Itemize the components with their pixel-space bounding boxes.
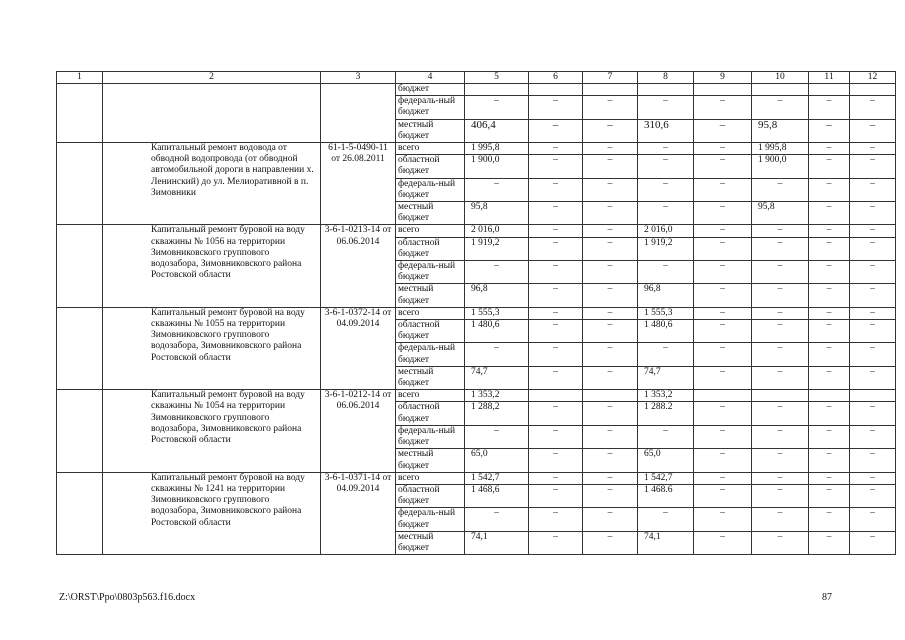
value-cell: – xyxy=(850,155,896,178)
value-cell: – xyxy=(529,143,583,155)
table-row xyxy=(57,472,896,484)
value-cell: – xyxy=(529,225,583,237)
value-cell: – xyxy=(694,366,752,389)
value-cell: – xyxy=(809,143,850,155)
value-cell: – xyxy=(583,472,638,484)
column-number-header: 3 xyxy=(321,72,396,84)
value-cell: 1 480,6 xyxy=(638,320,694,343)
doc-number-cell: 3-6-1-0212-14 от 06.06.2014 xyxy=(321,390,396,472)
value-cell: – xyxy=(583,449,638,472)
value-cell: – xyxy=(465,96,529,119)
funding-source-cell: федераль-ный бюджет xyxy=(396,508,465,531)
table-row xyxy=(57,84,896,96)
funding-source-cell: федераль-ный бюджет xyxy=(396,343,465,366)
value-cell: – xyxy=(752,484,809,507)
value-cell: – xyxy=(638,202,694,225)
column-number-header: 7 xyxy=(583,72,638,84)
value-cell: – xyxy=(638,343,694,366)
value-cell: – xyxy=(529,449,583,472)
value-cell: – xyxy=(638,155,694,178)
value-cell: – xyxy=(583,155,638,178)
value-cell: – xyxy=(850,307,896,319)
value-cell: 2 016,0 xyxy=(638,225,694,237)
value-cell: – xyxy=(465,261,529,284)
value-cell: 1 542,7 xyxy=(465,472,529,484)
table-row xyxy=(57,225,896,237)
value-cell: – xyxy=(850,366,896,389)
value-cell: – xyxy=(809,320,850,343)
funding-source-cell: областной бюджет xyxy=(396,484,465,507)
value-cell: – xyxy=(583,531,638,554)
project-name-cell: Капитальный ремонт буровой на воду скважины № 1241 на территории Зимовниковского группового водозабора, Зимовниковского района Ростовской области xyxy=(103,472,321,554)
value-cell: – xyxy=(583,402,638,425)
funding-source-cell: всего xyxy=(396,307,465,319)
value-cell: – xyxy=(583,284,638,307)
value-cell: – xyxy=(850,143,896,155)
value-cell: – xyxy=(752,343,809,366)
value-cell: – xyxy=(638,143,694,155)
value-cell: – xyxy=(465,425,529,448)
funding-source-cell: всего xyxy=(396,472,465,484)
funding-source-cell: федераль-ный бюджет xyxy=(396,425,465,448)
column-number-row xyxy=(57,72,896,84)
value-cell: 2 016,0 xyxy=(465,225,529,237)
value-cell xyxy=(465,84,529,96)
value-cell: – xyxy=(583,225,638,237)
column-number-header: 5 xyxy=(465,72,529,84)
value-cell: – xyxy=(694,508,752,531)
value-cell: – xyxy=(583,119,638,142)
footer-file-path: Z:\ORST\Ppo\0803p563.f16.docx xyxy=(59,592,196,603)
value-cell: – xyxy=(638,96,694,119)
value-cell: 96,8 xyxy=(638,284,694,307)
table-row xyxy=(57,307,896,319)
value-cell: – xyxy=(529,531,583,554)
value-cell: – xyxy=(694,343,752,366)
value-cell: – xyxy=(529,96,583,119)
value-cell: – xyxy=(752,261,809,284)
value-cell: 74,1 xyxy=(638,531,694,554)
value-cell: 1 900,0 xyxy=(752,155,809,178)
value-cell: – xyxy=(529,425,583,448)
value-cell: 96,8 xyxy=(465,284,529,307)
value-cell: – xyxy=(850,508,896,531)
value-cell: – xyxy=(694,320,752,343)
value-cell: – xyxy=(850,261,896,284)
value-cell: – xyxy=(583,178,638,201)
value-cell: 1 995,8 xyxy=(752,143,809,155)
row-number-cell xyxy=(57,225,103,307)
funding-source-cell: местный бюджет xyxy=(396,366,465,389)
value-cell: – xyxy=(529,320,583,343)
footer-page-number: 87 xyxy=(822,592,832,603)
value-cell: 1 555,3 xyxy=(638,307,694,319)
funding-source-cell: местный бюджет xyxy=(396,202,465,225)
value-cell: – xyxy=(583,202,638,225)
value-cell xyxy=(638,84,694,96)
value-cell: – xyxy=(752,402,809,425)
value-cell: – xyxy=(583,484,638,507)
doc-number-cell: 3-6-1-0372-14 от 04.09.2014 xyxy=(321,307,396,389)
value-cell: – xyxy=(809,202,850,225)
value-cell: – xyxy=(809,508,850,531)
value-cell: – xyxy=(752,320,809,343)
value-cell: – xyxy=(583,508,638,531)
value-cell: – xyxy=(809,531,850,554)
value-cell xyxy=(529,84,583,96)
value-cell: – xyxy=(809,261,850,284)
value-cell: 1 468.6 xyxy=(638,484,694,507)
value-cell xyxy=(809,84,850,96)
funding-source-cell: областной бюджет xyxy=(396,237,465,260)
value-cell: – xyxy=(529,261,583,284)
value-cell: – xyxy=(850,425,896,448)
value-cell: 1 995,8 xyxy=(465,143,529,155)
value-cell: – xyxy=(850,343,896,366)
column-number-header: 6 xyxy=(529,72,583,84)
value-cell: – xyxy=(850,202,896,225)
value-cell: – xyxy=(694,425,752,448)
value-cell: – xyxy=(583,366,638,389)
value-cell: – xyxy=(694,284,752,307)
column-number-header: 8 xyxy=(638,72,694,84)
value-cell: – xyxy=(850,531,896,554)
column-number-header: 11 xyxy=(809,72,850,84)
funding-source-cell: федераль-ный бюджет xyxy=(396,178,465,201)
value-cell: – xyxy=(529,307,583,319)
value-cell: – xyxy=(850,402,896,425)
value-cell: – xyxy=(694,402,752,425)
value-cell: 65,0 xyxy=(638,449,694,472)
row-number-cell xyxy=(57,143,103,225)
funding-source-cell: всего xyxy=(396,143,465,155)
value-cell: – xyxy=(694,155,752,178)
value-cell: 1 288.2 xyxy=(638,402,694,425)
value-cell: 74,1 xyxy=(465,531,529,554)
value-cell: – xyxy=(850,320,896,343)
funding-source-cell: областной бюджет xyxy=(396,155,465,178)
value-cell xyxy=(850,84,896,96)
value-cell: – xyxy=(694,178,752,201)
value-cell: – xyxy=(638,261,694,284)
row-number-cell xyxy=(57,84,103,143)
value-cell: – xyxy=(752,284,809,307)
value-cell: – xyxy=(850,472,896,484)
value-cell: – xyxy=(583,143,638,155)
value-cell: – xyxy=(583,320,638,343)
value-cell: – xyxy=(809,343,850,366)
value-cell: – xyxy=(529,472,583,484)
doc-number-cell: 61-1-5-0490-11 от 26.08.2011 xyxy=(321,143,396,225)
value-cell: 65,0 xyxy=(465,449,529,472)
value-cell: – xyxy=(583,237,638,260)
value-cell xyxy=(583,84,638,96)
table-row xyxy=(57,143,896,155)
value-cell: – xyxy=(809,472,850,484)
table-row xyxy=(57,390,896,402)
value-cell xyxy=(809,390,850,402)
value-cell: – xyxy=(694,484,752,507)
project-name-cell: Капитальный ремонт водовода от обводной водопровода (от обводной автомобильной дороги в направлении х. Ленинский) до ул. Мелиоративной в п. Зимовники xyxy=(103,143,321,225)
value-cell: – xyxy=(809,402,850,425)
value-cell: – xyxy=(850,484,896,507)
funding-source-cell: бюджет xyxy=(396,84,465,96)
row-number-cell xyxy=(57,307,103,389)
value-cell: – xyxy=(529,366,583,389)
value-cell: 1 353,2 xyxy=(465,390,529,402)
value-cell: – xyxy=(850,449,896,472)
value-cell: 74,7 xyxy=(465,366,529,389)
value-cell: – xyxy=(694,237,752,260)
value-cell: 74,7 xyxy=(638,366,694,389)
value-cell: – xyxy=(694,531,752,554)
value-cell: 1 480,6 xyxy=(465,320,529,343)
value-cell: – xyxy=(809,366,850,389)
value-cell: – xyxy=(850,237,896,260)
funding-source-cell: местный бюджет xyxy=(396,119,465,142)
value-cell: – xyxy=(694,472,752,484)
value-cell: – xyxy=(752,178,809,201)
value-cell: – xyxy=(809,237,850,260)
value-cell xyxy=(752,84,809,96)
value-cell: 310,6 xyxy=(638,119,694,142)
funding-source-cell: федераль-ный бюджет xyxy=(396,96,465,119)
value-cell: – xyxy=(583,343,638,366)
value-cell xyxy=(583,390,638,402)
value-cell xyxy=(694,390,752,402)
value-cell: 1 919,2 xyxy=(465,237,529,260)
value-cell: – xyxy=(850,119,896,142)
column-number-header: 4 xyxy=(396,72,465,84)
value-cell: 1 900,0 xyxy=(465,155,529,178)
value-cell: – xyxy=(529,237,583,260)
value-cell: – xyxy=(694,119,752,142)
value-cell: – xyxy=(529,343,583,366)
value-cell xyxy=(850,390,896,402)
value-cell: – xyxy=(694,143,752,155)
value-cell: 1 353,2 xyxy=(638,390,694,402)
value-cell: – xyxy=(694,225,752,237)
value-cell: – xyxy=(529,402,583,425)
value-cell: – xyxy=(752,508,809,531)
value-cell: – xyxy=(752,531,809,554)
value-cell: 1 555,3 xyxy=(465,307,529,319)
value-cell: – xyxy=(809,96,850,119)
row-number-cell xyxy=(57,472,103,554)
project-name-cell: Капитальный ремонт буровой на воду скважины № 1055 на территории Зимовниковского группового водозабора, Зимовниковского района Ростовской области xyxy=(103,307,321,389)
doc-number-cell: 3-6-1-0371-14 от 04.09.2014 xyxy=(321,472,396,554)
value-cell: – xyxy=(809,425,850,448)
column-number-header: 9 xyxy=(694,72,752,84)
value-cell: – xyxy=(583,425,638,448)
value-cell: – xyxy=(694,449,752,472)
value-cell: – xyxy=(752,307,809,319)
value-cell: – xyxy=(529,178,583,201)
value-cell: – xyxy=(809,178,850,201)
value-cell: – xyxy=(694,261,752,284)
doc-number-cell xyxy=(321,84,396,143)
value-cell: – xyxy=(809,155,850,178)
value-cell: – xyxy=(752,366,809,389)
row-number-cell xyxy=(57,390,103,472)
budget-table xyxy=(56,71,896,555)
doc-number-cell: 3-6-1-0213-14 от 06.06.2014 xyxy=(321,225,396,307)
value-cell: – xyxy=(638,425,694,448)
value-cell: 95,8 xyxy=(465,202,529,225)
value-cell xyxy=(752,390,809,402)
value-cell: – xyxy=(465,508,529,531)
value-cell: – xyxy=(465,343,529,366)
value-cell: – xyxy=(809,284,850,307)
funding-source-cell: местный бюджет xyxy=(396,531,465,554)
value-cell: – xyxy=(850,225,896,237)
funding-source-cell: областной бюджет xyxy=(396,402,465,425)
project-name-cell: Капитальный ремонт буровой на воду скважины № 1054 на территории Зимовниковского группового водозабора, Зимовниковского района Ростовской области xyxy=(103,390,321,472)
column-number-header: 10 xyxy=(752,72,809,84)
funding-source-cell: всего xyxy=(396,225,465,237)
value-cell: – xyxy=(694,96,752,119)
value-cell: 1 288,2 xyxy=(465,402,529,425)
funding-source-cell: федераль-ный бюджет xyxy=(396,261,465,284)
value-cell: – xyxy=(809,449,850,472)
column-number-header: 2 xyxy=(103,72,321,84)
value-cell: – xyxy=(529,284,583,307)
project-name-cell: Капитальный ремонт буровой на воду скважины № 1056 на территории Зимовниковского группового водозабора, Зимовниковского района Ростовской области xyxy=(103,225,321,307)
value-cell: – xyxy=(694,202,752,225)
column-number-header: 1 xyxy=(57,72,103,84)
funding-source-cell: местный бюджет xyxy=(396,449,465,472)
value-cell: – xyxy=(583,96,638,119)
value-cell: – xyxy=(638,178,694,201)
funding-source-cell: всего xyxy=(396,390,465,402)
value-cell: – xyxy=(583,307,638,319)
value-cell: – xyxy=(529,484,583,507)
column-number-header: 12 xyxy=(850,72,896,84)
value-cell: – xyxy=(752,237,809,260)
value-cell: 1 542,7 xyxy=(638,472,694,484)
value-cell: – xyxy=(752,225,809,237)
value-cell: 1 919,2 xyxy=(638,237,694,260)
value-cell xyxy=(529,390,583,402)
funding-source-cell: местный бюджет xyxy=(396,284,465,307)
value-cell: – xyxy=(694,307,752,319)
value-cell: 95,8 xyxy=(752,202,809,225)
value-cell: 406,4 xyxy=(465,119,529,142)
value-cell: – xyxy=(529,508,583,531)
value-cell: – xyxy=(850,284,896,307)
value-cell: – xyxy=(752,425,809,448)
value-cell: 1 468,6 xyxy=(465,484,529,507)
funding-source-cell: областной бюджет xyxy=(396,320,465,343)
value-cell: 95,8 xyxy=(752,119,809,142)
value-cell: – xyxy=(809,225,850,237)
value-cell: – xyxy=(752,449,809,472)
value-cell: – xyxy=(850,96,896,119)
value-cell: – xyxy=(465,178,529,201)
value-cell: – xyxy=(529,119,583,142)
value-cell: – xyxy=(809,119,850,142)
value-cell: – xyxy=(809,484,850,507)
value-cell: – xyxy=(809,307,850,319)
value-cell: – xyxy=(529,155,583,178)
value-cell: – xyxy=(752,472,809,484)
project-name-cell xyxy=(103,84,321,143)
value-cell: – xyxy=(638,508,694,531)
value-cell: – xyxy=(529,202,583,225)
value-cell: – xyxy=(752,96,809,119)
value-cell: – xyxy=(850,178,896,201)
value-cell: – xyxy=(583,261,638,284)
value-cell xyxy=(694,84,752,96)
